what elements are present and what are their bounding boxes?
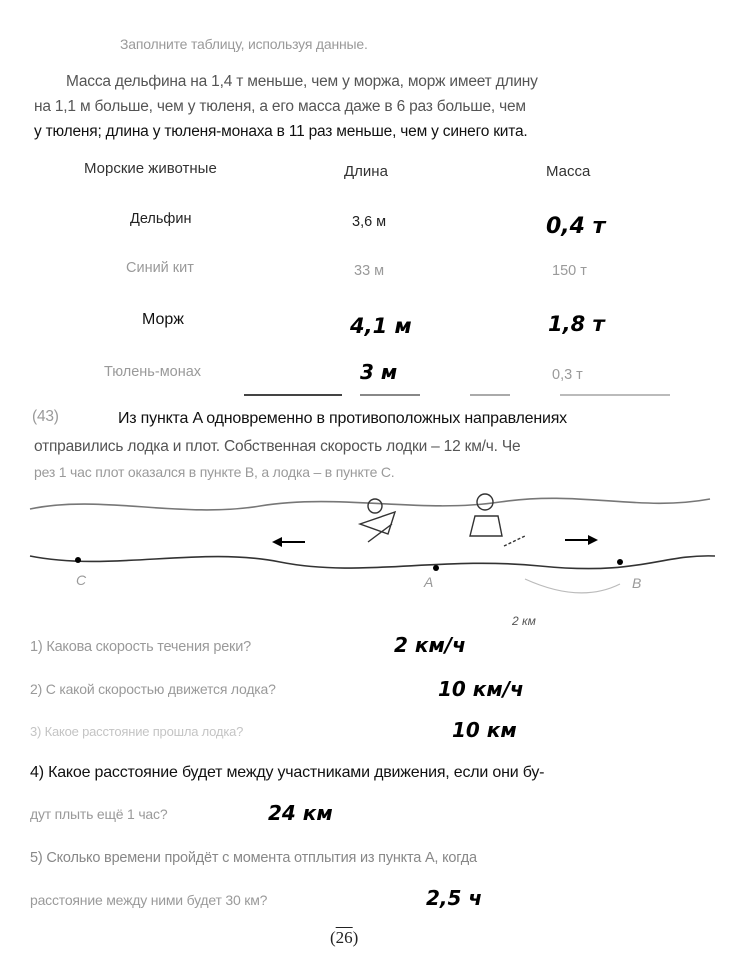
table-row-animal: Синий кит — [126, 260, 194, 276]
table-row-animal: Морж — [142, 311, 185, 328]
table-row-length: 33 м — [354, 263, 385, 279]
table-row-animal: Тюлень-монах — [104, 364, 202, 380]
task1-heading: Заполните таблицу, используя данные. — [120, 36, 368, 52]
question-1: 1) Какова скорость течения реки? — [30, 639, 251, 655]
table-bottom-rule — [360, 394, 420, 396]
river-bank-bottom — [30, 556, 715, 569]
table-row-mass: 0,4 т — [546, 214, 606, 239]
task2-line-3: рез 1 час плот оказался в пункте B, а лодка – в пункте C. — [34, 464, 395, 480]
question-2: 2) С какой скоростью движется лодка? — [30, 681, 276, 697]
question-5: 5) Сколько времени пройдёт с момента отплытия из пункта A, когда — [30, 850, 477, 866]
point-b-label: B — [632, 575, 642, 591]
task2-number: (43) — [32, 408, 59, 425]
point-b-dot — [617, 559, 623, 565]
answer-1: 2 км/ч — [394, 633, 466, 657]
river-diagram — [20, 484, 720, 634]
table-bottom-rule — [470, 394, 510, 396]
point-a-dot — [433, 565, 439, 571]
answer-3: 10 км — [452, 718, 517, 742]
page-number-value: 26 — [335, 928, 353, 947]
boat-icon — [360, 499, 395, 542]
header-animals: Морские животные — [84, 160, 217, 177]
point-c-label: C — [76, 572, 87, 588]
table-bottom-rule — [244, 394, 342, 396]
task1-line-1: Масса дельфина на 1,4 т меньше, чем у моржа, морж имеет длину — [66, 73, 538, 90]
point-a-label: A — [424, 574, 434, 590]
table-row-mass: 1,8 т — [548, 312, 605, 336]
task1-line-3: у тюленя; длина у тюленя-монаха в 11 раз меньше, чем у синего кита. — [34, 123, 528, 140]
question-3: 3) Какое расстояние прошла лодка? — [30, 724, 244, 739]
header-mass: Масса — [546, 163, 591, 180]
answer-4: 24 км — [268, 801, 333, 825]
table-row-mass: 0,3 т — [552, 367, 583, 383]
point-c-dot — [75, 557, 81, 563]
task2-line-2: отправились лодка и плот. Собственная скорость лодки – 12 км/ч. Че — [34, 438, 521, 455]
table-row-length: 4,1 м — [350, 314, 412, 338]
page-number: (26) — [330, 928, 359, 947]
header-length: Длина — [344, 163, 388, 180]
table-row-mass: 150 т — [552, 263, 587, 279]
task1-line-2: на 1,1 м больше, чем у тюленя, а его масса даже в 6 раз больше, чем — [34, 98, 526, 115]
answer-5: 2,5 ч — [426, 886, 483, 910]
table-row-length: 3,6 м — [352, 214, 387, 230]
table-row-length: 3 м — [360, 360, 398, 384]
question-5-cont: расстояние между ними будет 30 км? — [30, 892, 268, 908]
question-4-cont: дут плыть ещё 1 час? — [30, 806, 168, 822]
table-bottom-rule — [560, 394, 670, 396]
task2-line-1: Из пункта A одновременно в противоположных направлениях — [118, 410, 567, 427]
distance-label: 2 км — [512, 614, 536, 628]
question-4: 4) Какое расстояние будет между участниками движения, если они бу- — [30, 764, 545, 781]
right-arrow-head — [588, 535, 598, 545]
answer-2: 10 км/ч — [438, 677, 524, 701]
left-arrow-head — [272, 537, 282, 547]
distance-arc — [525, 579, 620, 593]
river-bank-top — [30, 498, 710, 510]
table-row-animal: Дельфин — [130, 211, 192, 227]
